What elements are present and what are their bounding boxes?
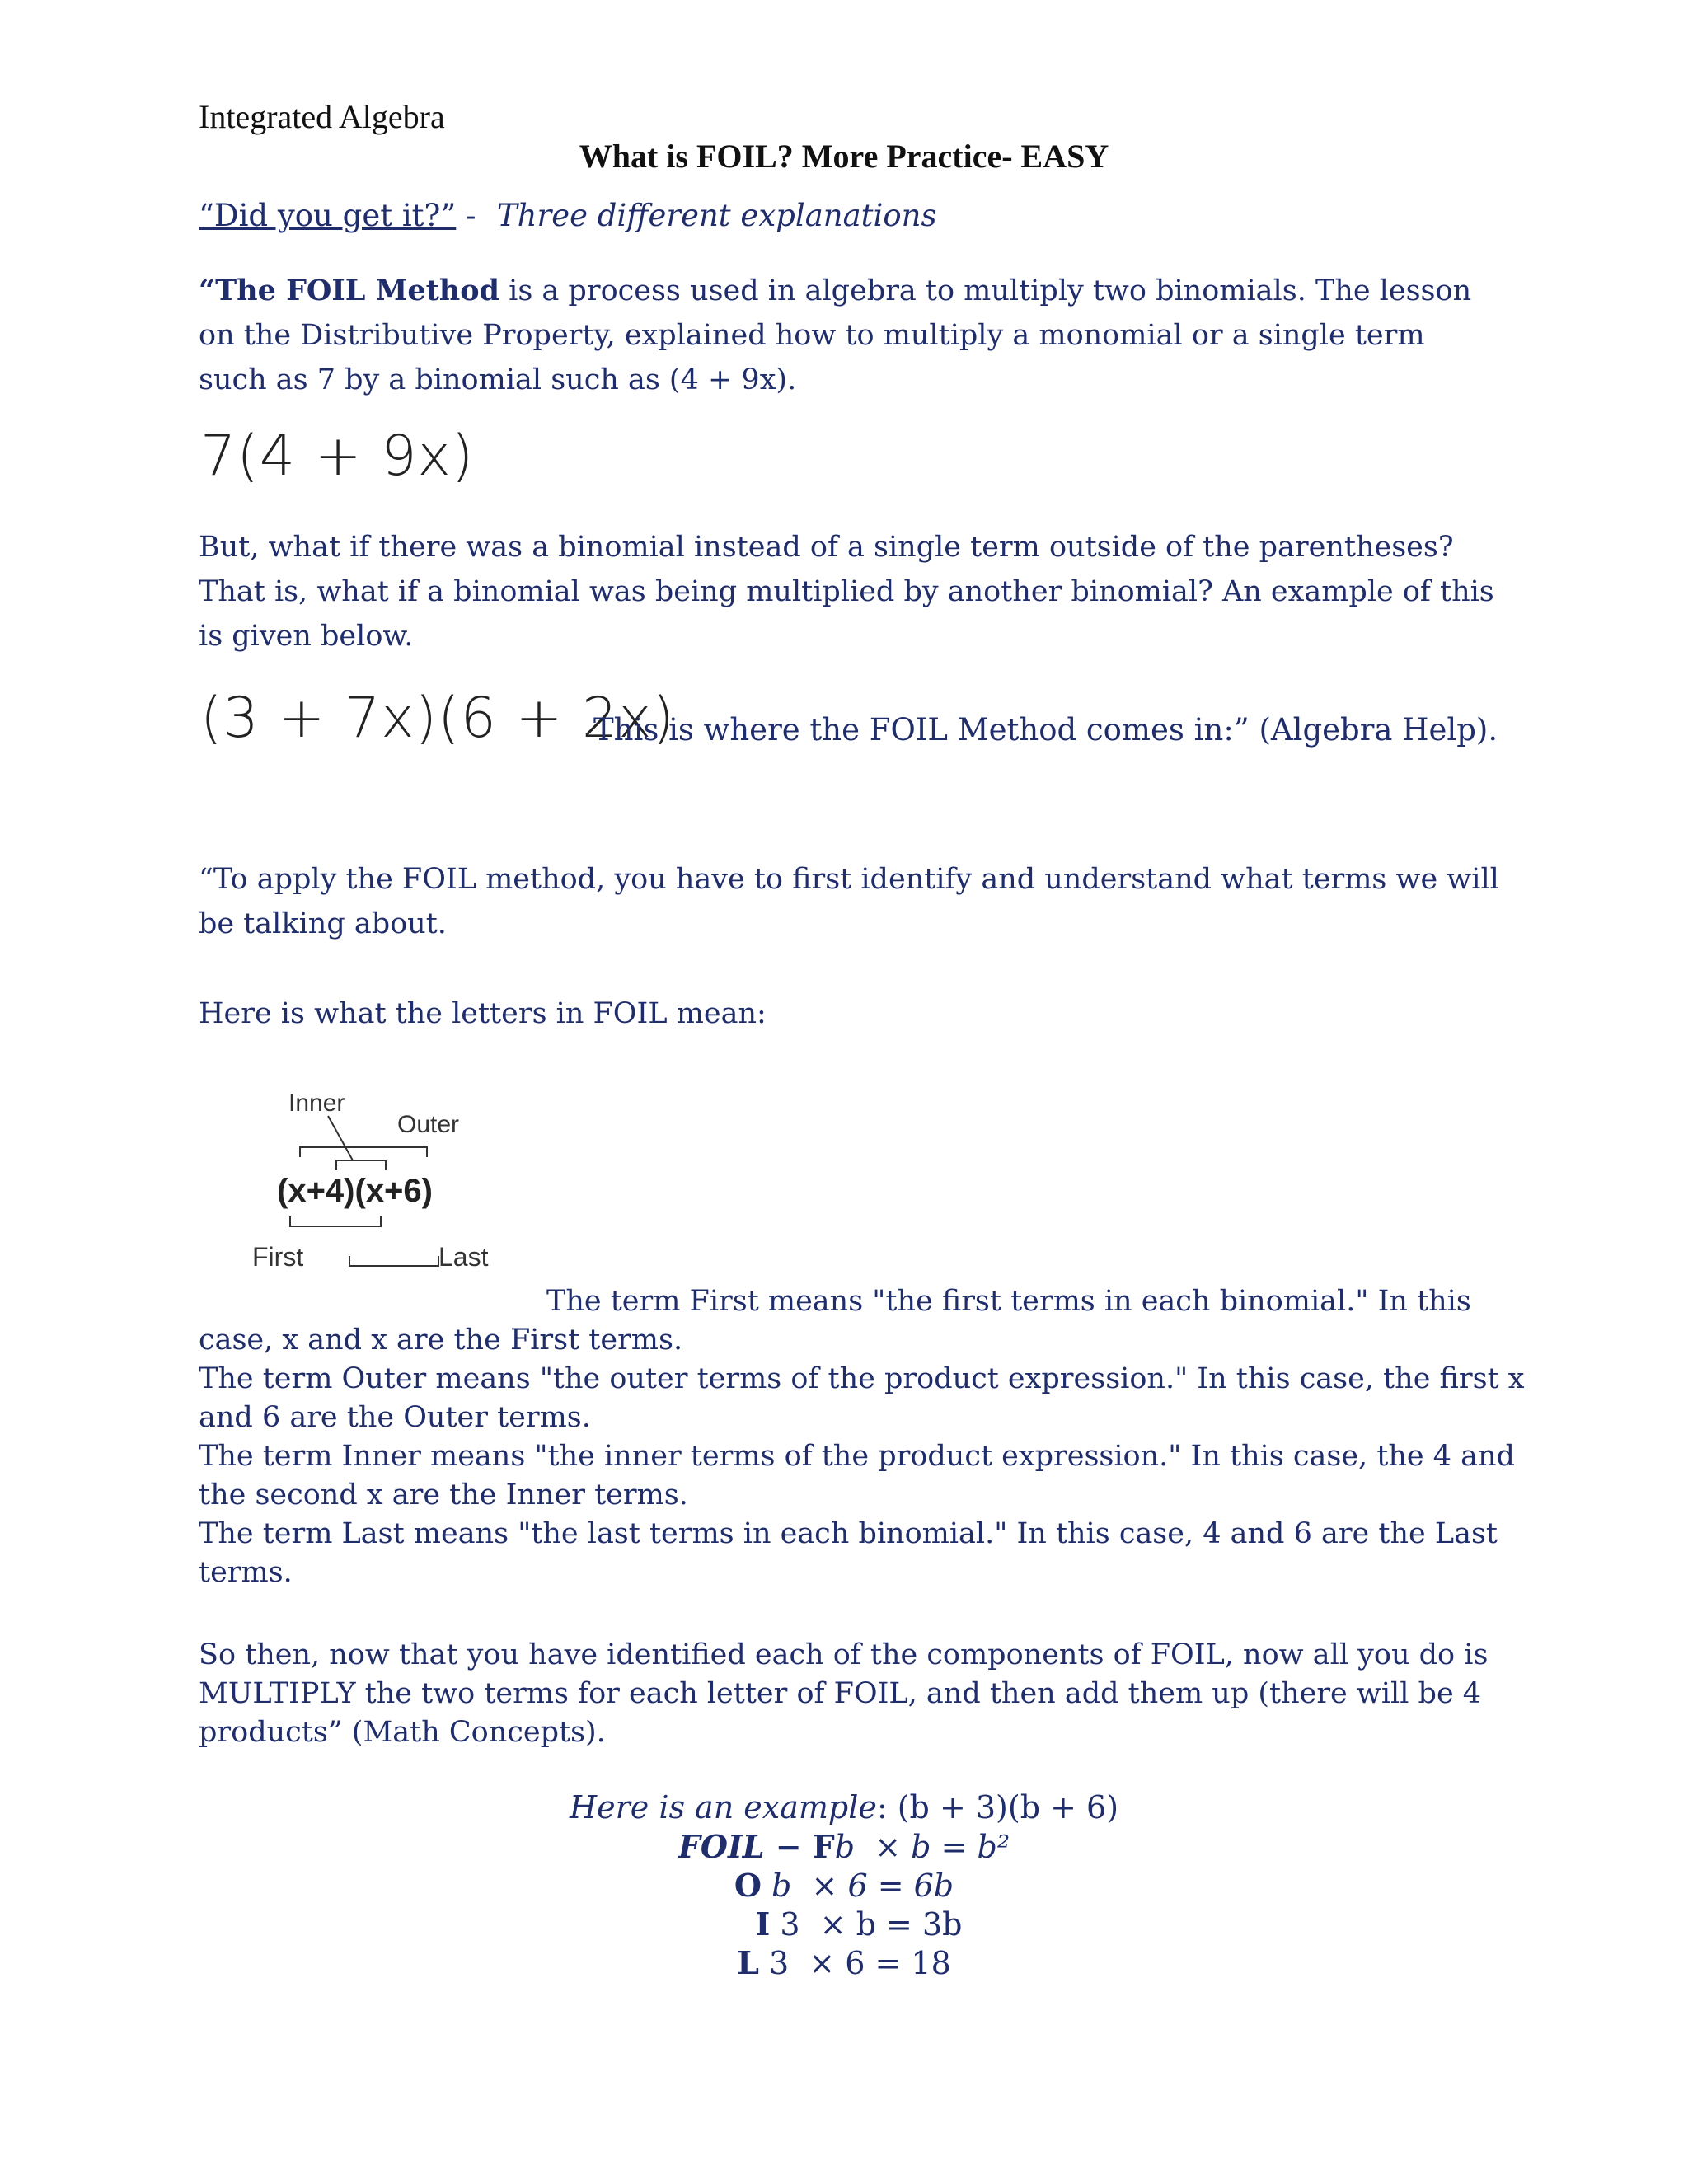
binomial-question-paragraph: But, what if there was a binomial instead of a single term outside of the parentheses? That is, what if a binomial was being multiplied by another binomial? An example of this is given below. — [199, 531, 1494, 653]
apply-foil-paragraph: “To apply the FOIL method, you have to first identify and understand what terms we will be talking about. — [199, 863, 1499, 940]
foil-definition-paragraph — [199, 269, 1501, 402]
term-last: The term Last means "the last terms in each binomial." In this case, 4 and 6 are the Last terms. — [199, 1517, 1498, 1589]
foil-definition-text: is a process used in algebra to multiply two binomials. The lesson on the Distributive Property, explained how to multiply a monomial or a single term such as 7 by a binomial such as (4 + 9x). — [199, 274, 1472, 396]
diagram-expression: (x+4)(x+6) — [277, 1173, 433, 1209]
page-title: What is FOIL? More Practice- EASY — [579, 138, 1109, 175]
diagram-label-first: First — [252, 1242, 304, 1272]
did-you-get-it — [199, 198, 476, 233]
example-first-step — [0, 1827, 1688, 1866]
inner-expression: 3 × b = 3b — [770, 1906, 963, 1943]
first-expression: b × b = b² — [834, 1829, 1010, 1865]
foil-label: FOIL − — [678, 1828, 813, 1865]
diagram-label-last: Last — [438, 1242, 489, 1272]
outer-letter: O — [734, 1867, 762, 1904]
course-name: Integrated Algebra — [199, 98, 445, 135]
example-last-step — [0, 1943, 1688, 1982]
example-inner-step — [0, 1905, 1688, 1943]
foil-terms-list — [199, 1282, 1534, 1592]
outer-bracket — [300, 1147, 427, 1157]
foil-diagram — [247, 1080, 511, 1286]
letters-meaning-heading: Here is what the letters in FOIL mean: — [199, 997, 767, 1030]
diagram-label-outer: Outer — [397, 1111, 460, 1138]
example-intro-label: Here is an example — [569, 1789, 877, 1825]
equation-monomial-binomial: 7(4 + 9x) — [200, 424, 475, 489]
foil-example — [0, 1788, 1688, 1982]
inner-bracket — [328, 1116, 386, 1170]
last-expression: 3 × 6 = 18 — [758, 1945, 951, 1981]
term-outer: The term Outer means "the outer terms of the product expression." In this case, the first x and 6 are the Outer terms. — [199, 1362, 1525, 1434]
outer-expression: b × 6 = 6b — [761, 1868, 954, 1904]
first-bracket — [290, 1216, 381, 1226]
multiply-instructions-paragraph: So then, now that you have identified each of the components of FOIL, now all you do is MULTIPLY the two terms for each letter of FOIL, and then add them up (there will be 4 products” (Math Concepts). — [199, 1638, 1489, 1749]
first-letter: F — [812, 1828, 835, 1865]
inner-letter: I — [755, 1905, 771, 1943]
last-letter: L — [737, 1944, 759, 1981]
did-you-get-it-dash: - — [456, 198, 476, 233]
term-inner: The term Inner means "the inner terms of the product expression." In this case, the 4 and the second x are the Inner terms. — [199, 1440, 1515, 1511]
foil-comes-in-note: This is where the FOIL Method comes in:” (Algebra Help). — [593, 712, 1498, 748]
term-first: The term First means "the first terms in each binomial." In this case, x and x are the First terms. — [199, 1285, 1471, 1357]
equation-binomial-binomial: (3 + 7x)(6 + 2x) — [200, 686, 676, 751]
example-outer-step — [0, 1866, 1688, 1905]
example-intro-expression: : (b + 3)(b + 6) — [876, 1789, 1119, 1825]
example-intro — [0, 1788, 1688, 1827]
last-bracket — [349, 1256, 438, 1266]
did-you-get-it-label: “Did you get it?” — [199, 198, 457, 233]
foil-method-term: “The FOIL Method — [199, 274, 500, 307]
diagram-label-inner: Inner — [288, 1090, 345, 1117]
three-explanations: Three different explanations — [497, 198, 937, 233]
